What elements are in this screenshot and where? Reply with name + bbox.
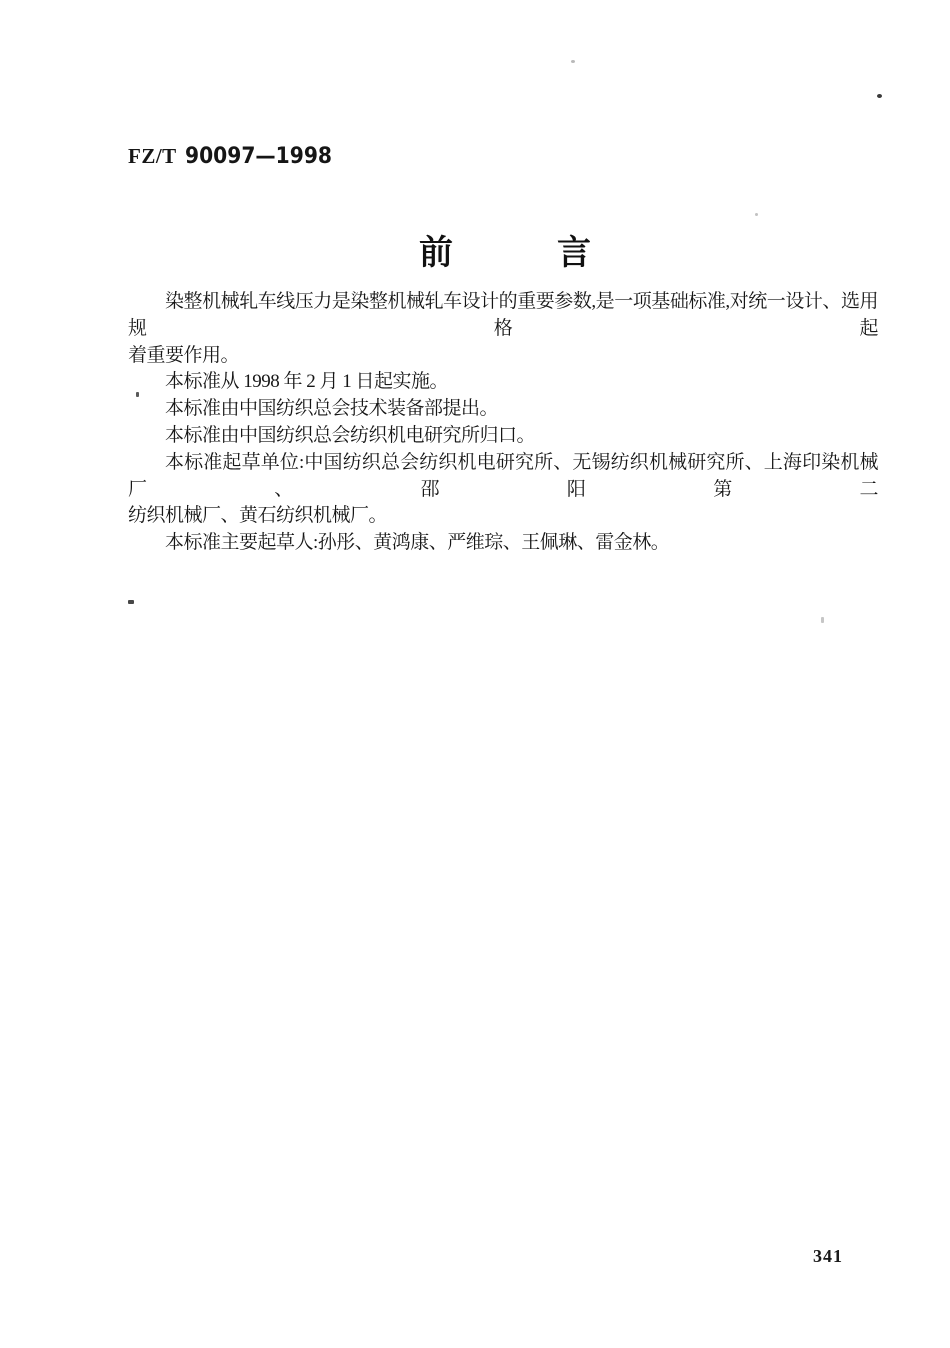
title-char-yan: 言 bbox=[557, 235, 591, 272]
standard-code bbox=[128, 144, 344, 169]
page-number: 341 bbox=[813, 1246, 843, 1266]
body-line: 本标准从 1998 年 2 月 1 日起实施。 bbox=[165, 371, 449, 393]
scan-speck bbox=[877, 94, 882, 98]
standard-code-prefix: FZ/T bbox=[128, 144, 177, 168]
body-line: 着重要作用。 bbox=[128, 344, 240, 366]
body-line: 纺织机械厂、黄石纺织机械厂。 bbox=[128, 505, 388, 527]
scan-speck bbox=[128, 600, 134, 604]
title-char-qian: 前 bbox=[419, 235, 453, 272]
scan-speck bbox=[755, 213, 758, 216]
page-title bbox=[30, 234, 950, 274]
body-line: 本标准起草单位:中国纺织总会纺织机电研究所、无锡纺织机械研究所、上海印染机械厂、邵阳第二 bbox=[128, 451, 878, 500]
scan-speck bbox=[821, 617, 824, 623]
standard-code-number: 90097—1998 bbox=[184, 144, 332, 169]
scan-speck bbox=[571, 60, 575, 63]
foreword-body bbox=[128, 289, 878, 557]
body-line: 本标准由中国纺织总会纺织机电研究所归口。 bbox=[165, 424, 536, 446]
body-line: 本标准主要起草人:孙彤、黄鸿康、严维琮、王佩琳、雷金林。 bbox=[165, 532, 670, 554]
scan-speck bbox=[136, 392, 139, 397]
body-line: 本标准由中国纺织总会技术装备部提出。 bbox=[165, 398, 499, 420]
body-line: 染整机械轧车线压力是染整机械轧车设计的重要参数,是一项基础标准,对统一设计、选用规格起 bbox=[128, 291, 878, 339]
